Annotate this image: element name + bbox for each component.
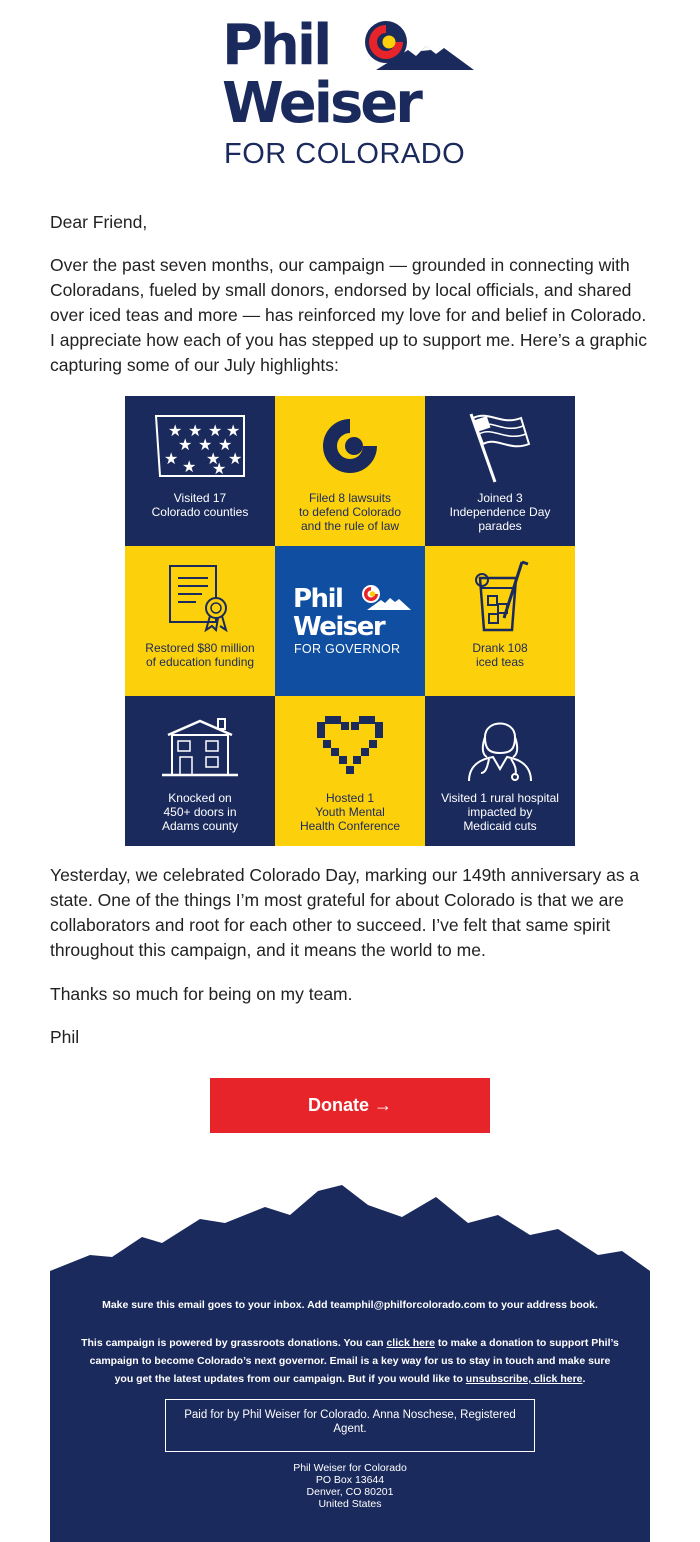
tile-lawsuits <box>275 396 425 546</box>
signoff: Phil <box>50 1027 80 1047</box>
svg-text:★: ★ <box>228 449 243 468</box>
tile-caption: Joined 3 Independence Day parades <box>449 491 551 533</box>
footer <box>50 1298 650 1542</box>
svg-text:★: ★ <box>182 457 197 476</box>
july-highlights-graphic <box>125 396 575 846</box>
us-flag-icon <box>465 406 535 486</box>
grassroots-note <box>80 1334 620 1388</box>
tile-hospital <box>425 696 575 846</box>
tile-caption: Knocked on 450+ doors in Adams county <box>161 791 239 833</box>
tile-education <box>125 546 275 696</box>
svg-text:★: ★ <box>218 435 233 454</box>
svg-text:★: ★ <box>226 421 241 440</box>
svg-text:★: ★ <box>188 421 203 440</box>
iced-tea-icon <box>470 558 530 634</box>
center-logo-tagline: FOR GOVERNOR <box>294 642 401 656</box>
mountain-silhouette-icon <box>50 1185 650 1300</box>
colorado-mountain-icon <box>361 584 411 612</box>
tile-caption: Restored $80 million of education funding <box>145 641 255 669</box>
address-box: PO Box 13644 <box>315 1474 385 1486</box>
center-logo-phil: Phil <box>293 584 343 614</box>
click-here-link[interactable]: click here <box>386 1337 435 1349</box>
svg-text:★: ★ <box>178 435 193 454</box>
tile-doors <box>125 696 275 846</box>
intro-paragraph: Over the past seven months, our campaign — grounded in connecting with Coloradans, fueled by small donors, endorsed by local officials, and shared over iced teas and more — has reinforced my love for and belief in Colorado. I appreciate how each of you has stepped up to support me. Here’s a graphic capturing some of our July highlights: <box>50 255 647 375</box>
logo-word-weiser: Weiser <box>222 71 420 136</box>
logo-tagline: FOR COLORADO <box>224 138 466 170</box>
tile-caption: Visited 1 rural hospital impacted by Medicaid cuts <box>441 791 559 833</box>
donate-button[interactable]: Donate → <box>210 1078 490 1133</box>
grassroots-text-2: to make a donation to support Phil’s campaign to become Colorado’s next governor. Email is a key way for us to stay in touch and make sure you get the latest updates from our campaign. But if you would like to <box>89 1337 619 1385</box>
colorado-day-paragraph: Yesterday, we celebrated Colorado Day, marking our 149th anniversary as a state. One of the things I’m most grateful for about Colorado is that we are collaborators and root for each other to succeed. I’ve felt that same spirit throughout this campaign, and it means the world to me. <box>50 865 640 960</box>
tile-counties <box>125 396 275 546</box>
colorado-c-icon <box>320 416 380 476</box>
certificate-icon <box>164 560 236 632</box>
address-city: Denver, CO 80201 <box>306 1486 394 1498</box>
colorado-stars-icon <box>152 412 248 480</box>
house-icon <box>160 713 240 779</box>
pixel-heart-icon <box>317 716 383 776</box>
svg-text:★: ★ <box>164 449 179 468</box>
tile-parades <box>425 396 575 546</box>
svg-text:★: ★ <box>168 421 183 440</box>
svg-text:★: ★ <box>206 449 221 468</box>
doctor-icon <box>465 709 535 783</box>
colorado-mountain-icon <box>362 18 477 76</box>
paid-for-disclaimer: Paid for by Phil Weiser for Colorado. Anna Noschese, Registered Agent. <box>165 1399 535 1452</box>
thanks-paragraph: Thanks so much for being on my team. <box>50 984 353 1004</box>
campaign-logo <box>222 13 482 170</box>
grassroots-text-end: . <box>582 1373 586 1385</box>
mailing-address <box>50 1462 650 1510</box>
address-name: Phil Weiser for Colorado <box>293 1462 407 1474</box>
svg-text:★: ★ <box>212 459 227 478</box>
tile-mental-health <box>275 696 425 846</box>
tile-caption: Drank 108 iced teas <box>472 641 528 669</box>
svg-text:★: ★ <box>198 435 213 454</box>
grassroots-text: This campaign is powered by grassroots donations. You can <box>81 1337 387 1349</box>
tile-caption: Filed 8 lawsuits to defend Colorado and the rule of law <box>298 491 402 533</box>
inbox-note: Make sure this email goes to your inbox. Add teamphil@philforcolorado.com to your address book. <box>102 1299 598 1311</box>
tile-caption: Visited 17 Colorado counties <box>151 491 249 519</box>
tile-iced-teas <box>425 546 575 696</box>
center-logo-weiser: Weiser <box>293 612 385 642</box>
tile-center-logo <box>275 546 425 696</box>
tile-caption: Hosted 1 Youth Mental Health Conference <box>299 791 401 833</box>
unsubscribe-link[interactable]: unsubscribe, click here <box>465 1373 583 1385</box>
greeting: Dear Friend, <box>50 212 148 232</box>
address-country: United States <box>318 1498 382 1510</box>
svg-text:★: ★ <box>208 421 223 440</box>
logo-word-phil: Phil <box>222 13 330 78</box>
